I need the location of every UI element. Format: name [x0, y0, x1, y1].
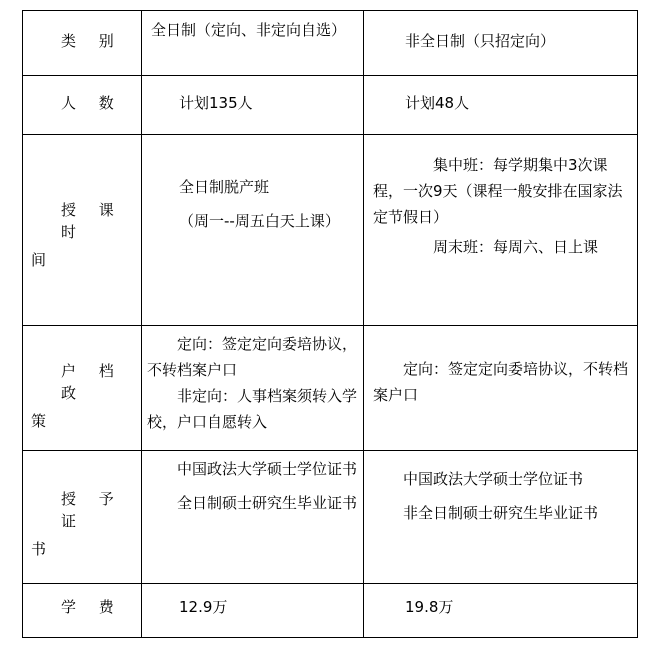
parttime-enrollment: 计划48人: [405, 94, 470, 112]
parttime-schedule: 集中班：每学期集中3次课程，一次9天（课程一般安排在国家法定节假日） 周末班：每周六、日上课: [373, 156, 623, 256]
row-divider: [23, 134, 637, 135]
parttime-tuition: 19.8万: [405, 598, 454, 616]
parttime-certificates: 中国政法大学硕士学位证书 非全日制硕士研究生毕业证书: [403, 470, 599, 522]
row-divider: [23, 583, 637, 584]
category-header: 类 别: [61, 32, 123, 50]
fulltime-tuition: 12.9万: [179, 598, 228, 616]
row-label-tuition: 学 费: [61, 598, 123, 616]
fulltime-certificates: 中国政法大学硕士学位证书 全日制硕士研究生毕业证书: [177, 460, 358, 512]
column-divider: [363, 11, 364, 637]
fulltime-schedule: 全日制脱产班 （周一--周五白天上课）: [179, 178, 340, 230]
parttime-header: 非全日制（只招定向）: [405, 32, 556, 50]
row-divider: [23, 325, 637, 326]
row-divider: [23, 75, 637, 76]
row-label-schedule: 授 课 时 间: [31, 201, 123, 269]
row-label-enrollment: 人 数: [61, 94, 123, 112]
row-label-certificates: 授 予 证 书: [31, 490, 123, 558]
row-label-archive-policy: 户 档 政 策: [31, 362, 123, 430]
row-divider: [23, 450, 637, 451]
fulltime-header: 全日制（定向、非定向自选）: [151, 21, 347, 39]
column-divider: [141, 11, 142, 637]
fulltime-archive-policy: 定向：签定定向委培协议，不转档案户口 非定向：人事档案须转入学校，户口自愿转入: [147, 335, 358, 431]
fulltime-enrollment: 计划135人: [179, 94, 253, 112]
parttime-archive-policy: 定向：签定定向委培协议，不转档案户口: [373, 360, 629, 404]
comparison-table: [22, 10, 638, 638]
